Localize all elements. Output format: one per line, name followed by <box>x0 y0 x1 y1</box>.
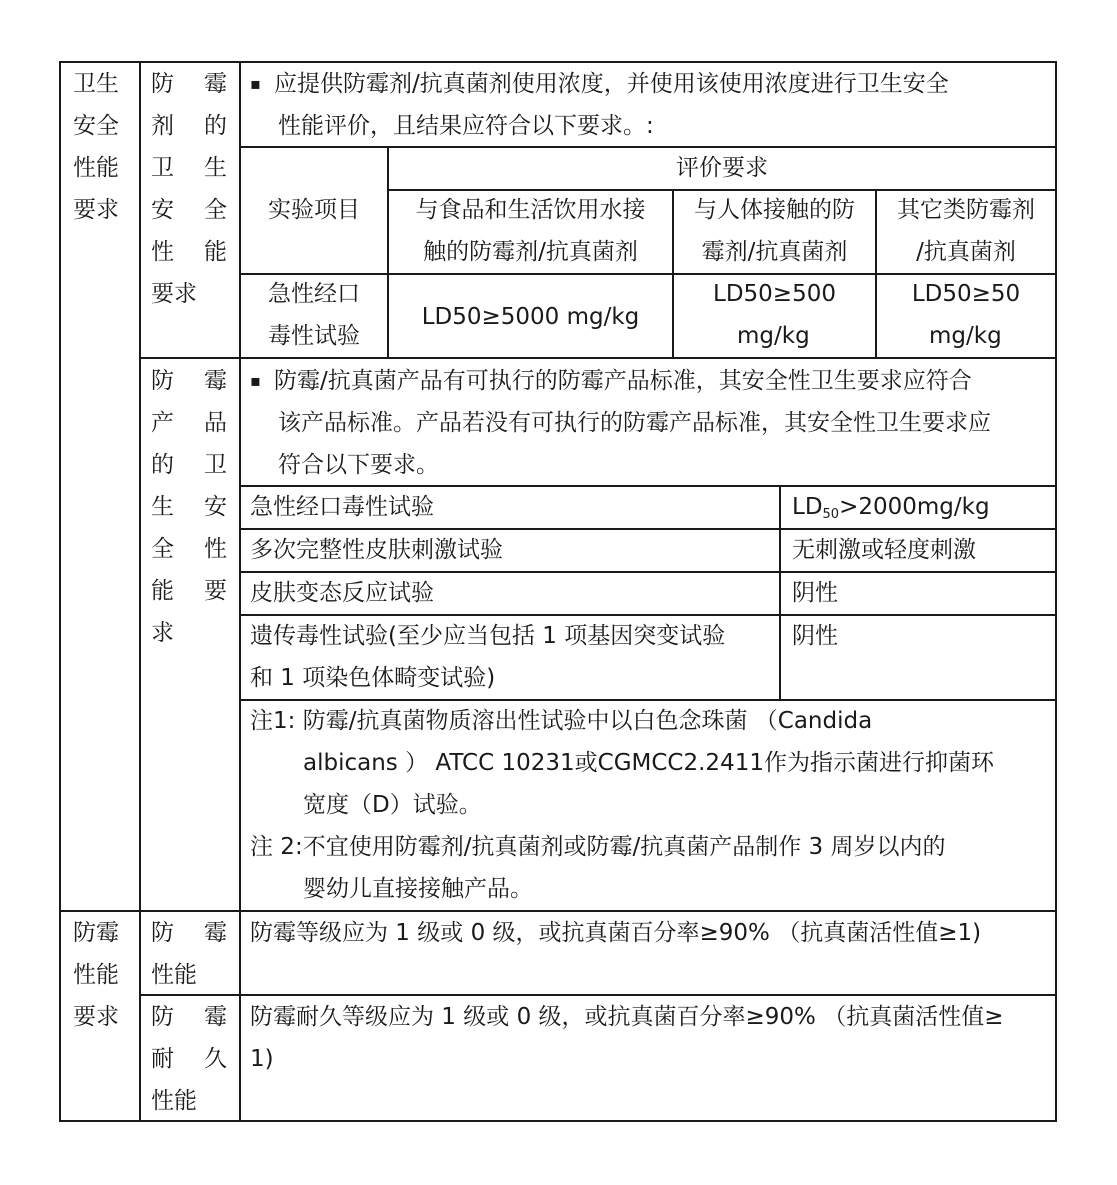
section-label: 防霉 <box>73 920 119 946</box>
section-divider <box>59 910 1057 912</box>
product-intro-text: 符合以下要求。 <box>278 452 439 478</box>
agent-safety-label: 性 能 <box>151 239 227 265</box>
section-label: 性能 <box>73 155 119 181</box>
agent-safety-label: 要求 <box>151 281 197 307</box>
col-header-food: 与食品和生活饮用水接 <box>415 197 646 223</box>
agent-safety-label: 防 霉 <box>151 71 227 97</box>
table-border-bottom <box>59 1120 1057 1122</box>
food-value: LD50≥5000 mg/kg <box>421 304 640 330</box>
body-value: LD50≥500 <box>713 281 836 307</box>
product-safety-label: 的 卫 <box>151 452 227 478</box>
col-header-body: 霉剂/抗真菌剂 <box>701 239 848 265</box>
durability-label: 耐 久 <box>151 1046 227 1072</box>
eval-header: 评价要求 <box>676 155 768 181</box>
row-divider <box>239 614 1057 616</box>
row-divider <box>239 146 1057 148</box>
col-divider <box>779 485 781 701</box>
bullet: ▪ <box>250 74 261 93</box>
durability-label: 性能 <box>151 1088 197 1114</box>
col-header-other: 其它类防霉剂 <box>897 197 1035 223</box>
note-2: 婴幼儿直接接触产品。 <box>303 876 533 902</box>
col-header-item: 实验项目 <box>268 197 360 223</box>
test-name: 皮肤变态反应试验 <box>250 580 434 606</box>
test-result: 阴性 <box>792 623 838 649</box>
test-result: 阴性 <box>792 580 838 606</box>
col-header-other: /抗真菌剂 <box>916 239 1016 265</box>
agent-safety-label: 安 全 <box>151 197 227 223</box>
durability-requirement: 防霉耐久等级应为 1 级或 0 级，或抗真菌百分率≥90% （抗真菌活性值≥ <box>250 1004 1004 1030</box>
row-divider <box>239 273 1057 275</box>
test-name: 毒性试验 <box>268 323 360 349</box>
test-name: 多次完整性皮肤刺激试验 <box>250 537 503 563</box>
product-safety-label: 生 安 <box>151 494 227 520</box>
note-1: albicans ） ATCC 10231或CGMCC2.2411作为指示菌进行抑菌环 <box>303 750 994 776</box>
durability-label: 防 霉 <box>151 1004 227 1030</box>
agent-safety-label: 剂 的 <box>151 113 227 139</box>
row-divider <box>239 571 1057 573</box>
row-divider <box>239 528 1057 530</box>
bullet: ▪ <box>250 371 261 390</box>
durability-requirement: 1) <box>250 1046 274 1072</box>
product-safety-label: 产 品 <box>151 410 227 436</box>
row-divider <box>387 189 1057 191</box>
other-value: LD50≥50 <box>911 281 1021 307</box>
note-1: 注1: 防霉/抗真菌物质溶出性试验中以白色念珠菌 （Candida <box>250 708 873 734</box>
test-name: 遗传毒性试验(至少应当包括 1 项基因突变试验 <box>250 623 726 649</box>
other-value: mg/kg <box>929 323 1002 349</box>
table-border-left <box>59 61 61 1122</box>
row-divider <box>239 699 1057 701</box>
section-label: 安全 <box>73 113 119 139</box>
agent-intro-text: 性能评价，且结果应符合以下要求。: <box>278 113 654 139</box>
product-safety-label: 能 要 <box>151 578 227 604</box>
col-header-body: 与人体接触的防 <box>694 197 855 223</box>
section-label: 卫生 <box>73 71 119 97</box>
col-header-food: 触的防霉剂/抗真菌剂 <box>423 239 638 265</box>
product-intro-text: 防霉/抗真菌产品有可执行的防霉产品标准，其安全性卫生要求应符合 <box>274 368 972 394</box>
agent-intro-text: 应提供防霉剂/抗真菌剂使用浓度，并使用该使用浓度进行卫生安全 <box>274 71 949 97</box>
agent-safety-label: 卫 生 <box>151 155 227 181</box>
section-label: 要求 <box>73 1004 119 1030</box>
section-label: 性能 <box>73 962 119 988</box>
product-safety-label: 求 <box>151 620 174 646</box>
mildew-label: 防 霉 <box>151 920 227 946</box>
test-result: 无刺激或轻度刺激 <box>792 537 976 563</box>
mildew-requirement: 防霉等级应为 1 级或 0 级，或抗真菌百分率≥90% （抗真菌活性值≥1) <box>250 920 982 946</box>
row-divider <box>239 485 1057 487</box>
test-name: 急性经口毒性试验 <box>250 494 434 520</box>
section-label: 要求 <box>73 197 119 223</box>
product-intro-text: 该产品标准。产品若没有可执行的防霉产品标准，其安全性卫生要求应 <box>278 410 991 436</box>
row-divider <box>139 994 1057 996</box>
product-safety-label: 全 性 <box>151 536 227 562</box>
test-name: 急性经口 <box>268 281 360 307</box>
table-border-top <box>59 61 1057 63</box>
table-border-right <box>1055 61 1057 1122</box>
mildew-label: 性能 <box>151 962 197 988</box>
test-result: $LD_{50}>2000mg/kg$ <box>792 494 990 522</box>
col-divider <box>139 61 141 1122</box>
row-divider <box>139 357 1057 359</box>
body-value: mg/kg <box>737 323 810 349</box>
test-name: 和 1 项染色体畸变试验) <box>250 665 496 691</box>
product-safety-label: 防 霉 <box>151 368 227 394</box>
note-2: 注 2:不宜使用防霉剂/抗真菌剂或防霉/抗真菌产品制作 3 周岁以内的 <box>250 834 946 860</box>
note-1: 宽度（D）试验。 <box>303 792 482 818</box>
